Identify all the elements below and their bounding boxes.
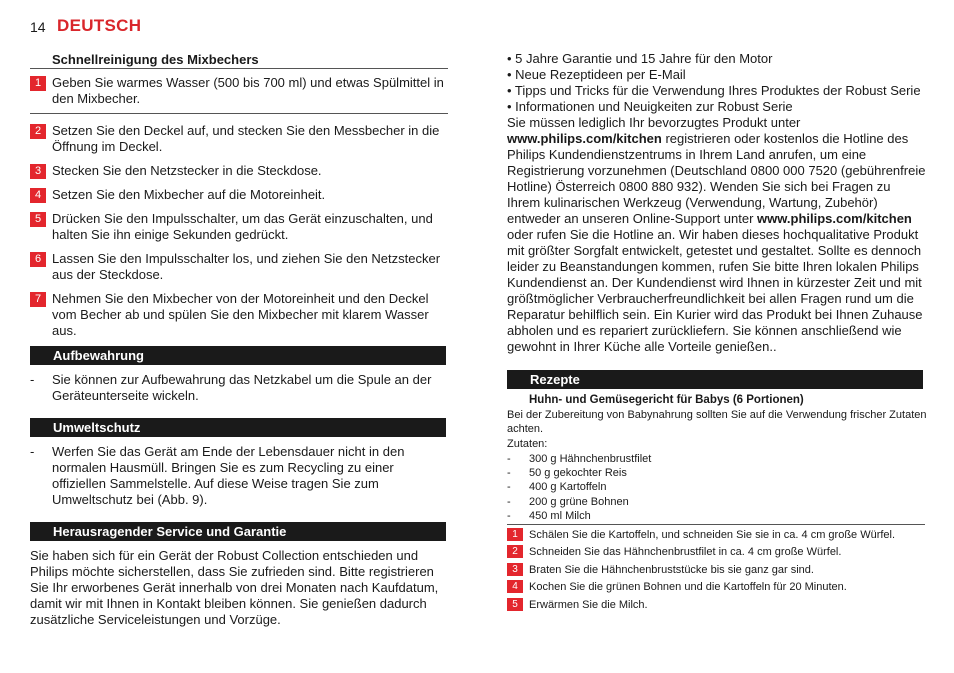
step-item xyxy=(30,251,448,283)
ingredient-item xyxy=(507,495,629,509)
step-text: Geben Sie warmes Wasser (500 bis 700 ml) und etwas Spülmittel in den Mixbecher. xyxy=(52,75,444,106)
ingredient-text: 200 g grüne Bohnen xyxy=(529,496,629,508)
environment-text: Werfen Sie das Gerät am Ende der Lebensdauer nicht in den normalen Hausmüll. Bringen Sie es zum Recycling zu einer offiziellen Sammelstelle. Auf diese Weise tragen Sie zum Umweltschutz bei (Abb. 9). xyxy=(52,444,405,507)
dash: - xyxy=(30,444,35,459)
recipe-step xyxy=(507,580,847,593)
service-heading: Herausragender Service und Garantie xyxy=(30,522,446,541)
step-number: 7 xyxy=(30,292,46,307)
step-text: Braten Sie die Hähnchenbruststücke bis sie ganz gar sind. xyxy=(529,563,814,576)
divider xyxy=(30,68,448,69)
environment-item xyxy=(30,444,448,508)
step-item xyxy=(30,123,448,155)
ingredient-text: 450 ml Milch xyxy=(529,510,591,522)
service-body xyxy=(507,115,927,355)
step-number: 1 xyxy=(30,76,46,91)
storage-text: Sie können zur Aufbewahrung das Netzkabel um die Spule an der Geräteunterseite wickeln. xyxy=(52,372,432,403)
step-item xyxy=(30,187,448,203)
quick-clean-steps xyxy=(30,75,448,347)
dash: - xyxy=(507,481,511,493)
step-text: Setzen Sie den Deckel auf, und stecken Sie den Messbecher in die Öffnung im Deckel. xyxy=(52,123,440,154)
ingredient-item xyxy=(507,466,627,480)
dash: - xyxy=(507,496,511,508)
step-number: 5 xyxy=(507,598,523,611)
body-text: oder rufen Sie die Hotline an. Wir haben dieses hochqualitative Produkt mit größter Sorgfalt entwickelt, getestet und gestaltet. Sollte es dennoch leider zu Beanstandungen kommen, rufen Sie bitte Ihren lokalen Philips Kundendienst an. Der Kundendienst wird Ihnen in kürzester Zeit und mit größtmöglicher Verbraucherfreundlichkeit bei allen Fragen rund um die Reparatur behilflich sein. Ein Kurier wird das Produkt bei Ihnen Zuhause abholen und es repariert zurückliefern. Sie können anschließend wie gewohnt in Ihrer Küche alle Vorteile genießen.. xyxy=(507,227,923,354)
storage-heading: Aufbewahrung xyxy=(30,346,446,365)
step-text: Erwärmen Sie die Milch. xyxy=(529,598,648,611)
dash: - xyxy=(507,510,511,522)
step-text: Setzen Sie den Mixbecher auf die Motoreinheit. xyxy=(52,187,326,202)
step-number: 4 xyxy=(30,188,46,203)
dash: - xyxy=(507,453,511,465)
step-item xyxy=(30,163,448,179)
ingredient-text: 400 g Kartoffeln xyxy=(529,481,607,493)
recipe-step xyxy=(507,598,648,611)
recipe-intro: Bei der Zubereitung von Babynahrung sollten Sie auf die Verwendung frischer Zutaten achten. xyxy=(507,409,927,435)
body-text: Sie müssen lediglich Ihr bevorzugtes Produkt unter xyxy=(507,115,801,130)
ingredient-item xyxy=(507,509,591,523)
recipe-step xyxy=(507,545,841,558)
ingredient-text: 300 g Hähnchenbrustfilet xyxy=(529,453,652,465)
step-item xyxy=(30,291,448,339)
step-text: Stecken Sie den Netzstecker in die Steckdose. xyxy=(52,163,322,178)
step-number: 3 xyxy=(30,164,46,179)
dash: - xyxy=(507,467,511,479)
benefit-list xyxy=(507,51,927,115)
page-number: 14 xyxy=(30,19,46,35)
step-text: Schälen Sie die Kartoffeln, und schneiden Sie sie in ca. 4 cm große Würfel. xyxy=(529,528,896,541)
dash: - xyxy=(30,372,35,387)
recipes-heading: Rezepte xyxy=(507,370,923,389)
philips-link[interactable]: www.philips.com/kitchen xyxy=(507,131,662,146)
step-number: 6 xyxy=(30,252,46,267)
ingredients-label: Zutaten: xyxy=(507,438,548,450)
environment-heading: Umweltschutz xyxy=(30,418,446,437)
ingredient-item xyxy=(507,452,651,466)
benefit-item: • Tipps und Tricks für die Verwendung Ihres Produktes der Robust Serie xyxy=(507,83,921,98)
benefit-item: • Informationen und Neuigkeiten zur Robust Serie xyxy=(507,99,793,114)
service-text: Sie haben sich für ein Gerät der Robust Collection entschieden und Philips möchte sicherstellen, dass Sie zufrieden sind. Bitte registrieren Sie Ihr erworbenes Gerät innerhalb von drei Monaten nach Kaufdatum, damit wir mit Ihnen in Kontakt bleiben können. Sie genießen dadurch zusätzliche Serviceleistungen und Vorzüge. xyxy=(30,548,439,627)
step-text: Schneiden Sie das Hähnchenbrustfilet in ca. 4 cm große Würfel. xyxy=(529,545,842,558)
step-number: 1 xyxy=(507,528,523,541)
step-number: 5 xyxy=(30,212,46,227)
step-item xyxy=(30,75,448,114)
benefit-item: • 5 Jahre Garantie und 15 Jahre für den Motor xyxy=(507,51,773,66)
step-number: 2 xyxy=(507,545,523,558)
storage-item xyxy=(30,372,448,404)
quick-clean-title: Schnellreinigung des Mixbechers xyxy=(52,52,259,67)
recipe-step xyxy=(507,528,895,541)
benefit-item: • Neue Rezeptideen per E-Mail xyxy=(507,67,686,82)
ingredient-text: 50 g gekochter Reis xyxy=(529,467,627,479)
body-text: registrieren oder kostenlos die Hotline des Philips Kundendienstzentrums in Ihrem Land anrufen, um eine Registrierung vorzunehmen (Deutschland 0800 000 7520 (gebührenfreie Hotline) Österreich 0800 880 932). Wenden Sie sich bei Fragen zu Ihrem kulinarischen Werkzeug (Verwendung, Wartung, Zubehör) entweder an unseren Online-Support unter xyxy=(507,131,926,226)
step-text: Kochen Sie die grünen Bohnen und die Kartoffeln für 20 Minuten. xyxy=(529,580,847,593)
recipe-name: Huhn- und Gemüsegericht für Babys (6 Portionen) xyxy=(529,394,804,406)
step-number: 2 xyxy=(30,124,46,139)
step-number: 4 xyxy=(507,580,523,593)
step-item xyxy=(30,211,448,243)
ingredient-item xyxy=(507,480,606,494)
divider xyxy=(507,524,925,525)
language-heading: DEUTSCH xyxy=(57,16,142,35)
step-number: 3 xyxy=(507,563,523,576)
step-text: Drücken Sie den Impulsschalter, um das Gerät einzuschalten, und halten Sie ihn einige Sekunden gedrückt. xyxy=(52,211,433,242)
step-text: Lassen Sie den Impulsschalter los, und ziehen Sie den Netzstecker aus der Steckdose. xyxy=(52,251,441,282)
step-text: Nehmen Sie den Mixbecher von der Motoreinheit und den Deckel vom Becher ab und spülen Sie den Mixbecher mit klarem Wasser aus. xyxy=(52,291,429,338)
recipe-step xyxy=(507,563,814,576)
philips-link[interactable]: www.philips.com/kitchen xyxy=(757,211,912,226)
